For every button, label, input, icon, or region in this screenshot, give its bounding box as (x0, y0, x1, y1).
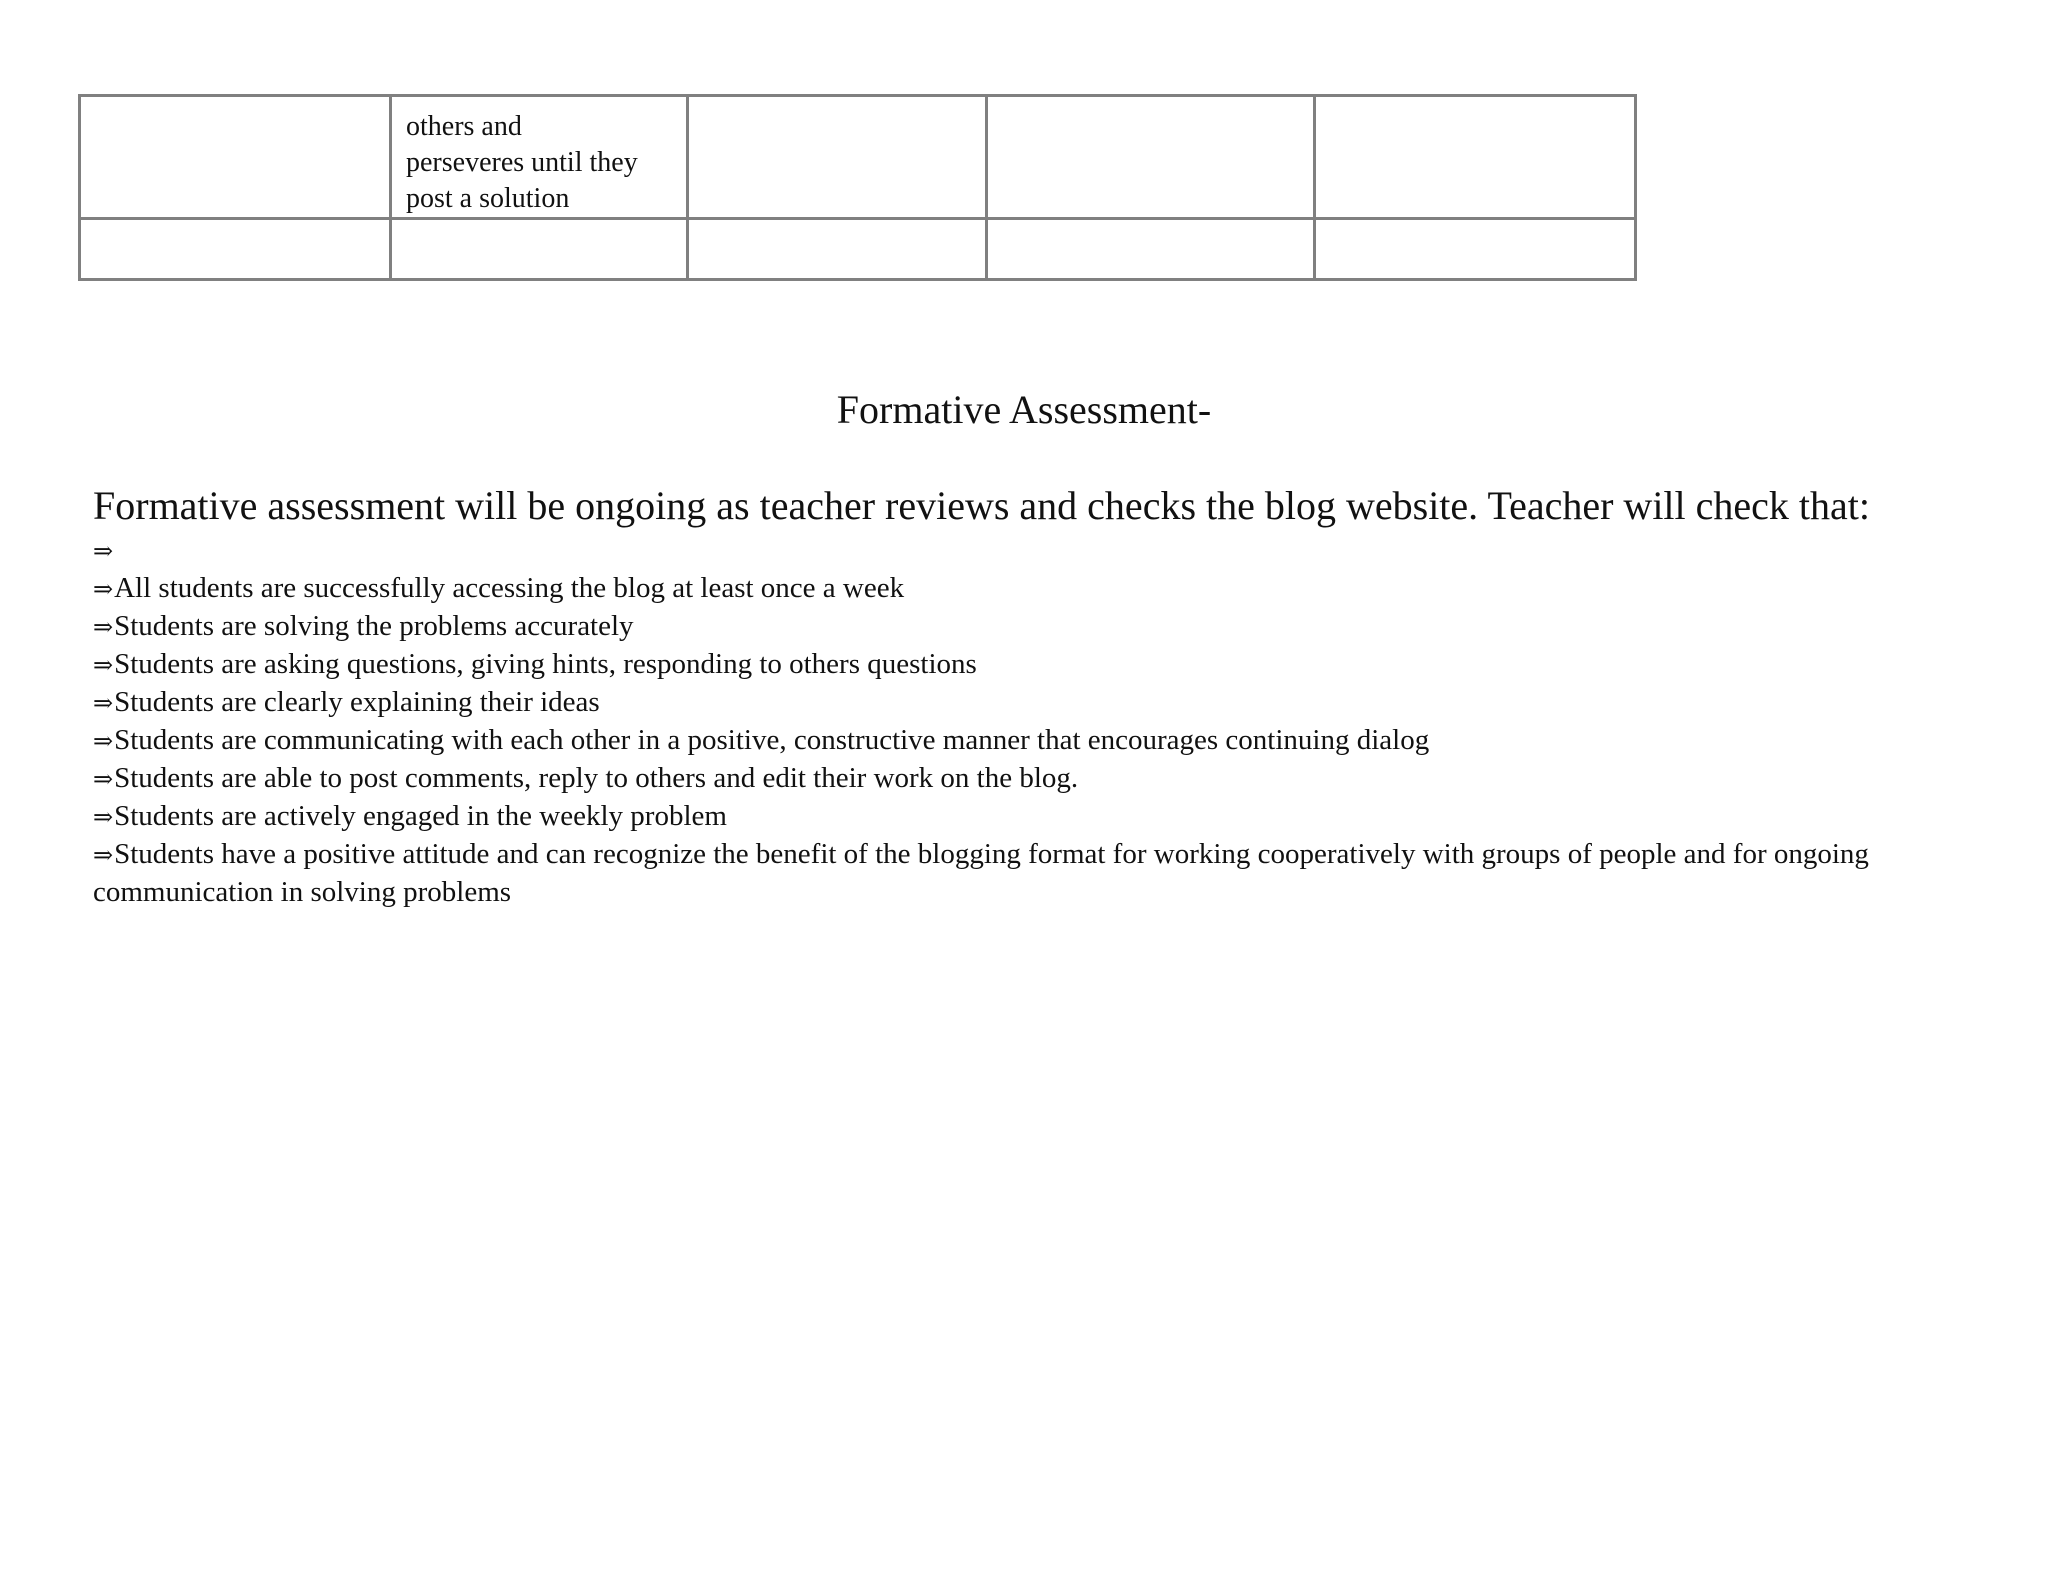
table-cell (688, 219, 987, 280)
arrow-bullet-icon: ⇒ (93, 539, 114, 565)
list-item-text: Students have a positive attitude and can recognize the benefit of the blogging format for working cooperatively with groups of people and for ongoing communication in solving problems (93, 838, 1869, 908)
list-item-text: Students are solving the problems accurately (114, 610, 634, 642)
list-item (93, 684, 2013, 722)
list-item (93, 608, 2013, 646)
list-item-text: Students are asking questions, giving hints, responding to others questions (114, 648, 977, 680)
arrow-bullet-icon: ⇒ (93, 691, 114, 717)
list-item-text: Students are able to post comments, reply to others and edit their work on the blog. (114, 762, 1079, 794)
table-cell (80, 96, 391, 219)
arrow-bullet-icon: ⇒ (93, 653, 114, 679)
table-cell (688, 96, 987, 219)
checklist (93, 532, 2013, 910)
table-row (80, 96, 1636, 219)
section-heading: Formative Assessment- (836, 387, 1212, 432)
list-item (93, 570, 2013, 608)
arrow-bullet-icon: ⇒ (93, 805, 114, 831)
arrow-bullet-icon: ⇒ (93, 843, 114, 869)
intro-paragraph: Formative assessment will be ongoing as teacher reviews and checks the blog website. Teacher will check that: (93, 483, 1871, 528)
table-cell (1315, 96, 1636, 219)
table-cell (987, 219, 1315, 280)
list-item-text: Students are actively engaged in the weekly problem (114, 800, 727, 832)
arrow-bullet-icon: ⇒ (93, 729, 114, 755)
list-item (93, 646, 2013, 684)
table-cell: others and perseveres until they post a solution (391, 96, 688, 219)
list-item-text: Students are communicating with each other in a positive, constructive manner that encourages continuing dialog (114, 724, 1430, 756)
list-item (93, 760, 2013, 798)
rubric-table (78, 94, 1637, 281)
list-item-text: All students are successfully accessing the blog at least once a week (114, 572, 905, 604)
table-cell (1315, 219, 1636, 280)
arrow-bullet-icon: ⇒ (93, 767, 114, 793)
list-item (93, 532, 2013, 570)
list-item-text: Students are clearly explaining their ideas (114, 686, 600, 718)
table-cell (987, 96, 1315, 219)
list-item (93, 836, 2013, 910)
list-item (93, 722, 2013, 760)
list-item (93, 798, 2013, 836)
arrow-bullet-icon: ⇒ (93, 577, 114, 603)
table-row (80, 219, 1636, 280)
arrow-bullet-icon: ⇒ (93, 615, 114, 641)
table-cell (391, 219, 688, 280)
table-cell (80, 219, 391, 280)
